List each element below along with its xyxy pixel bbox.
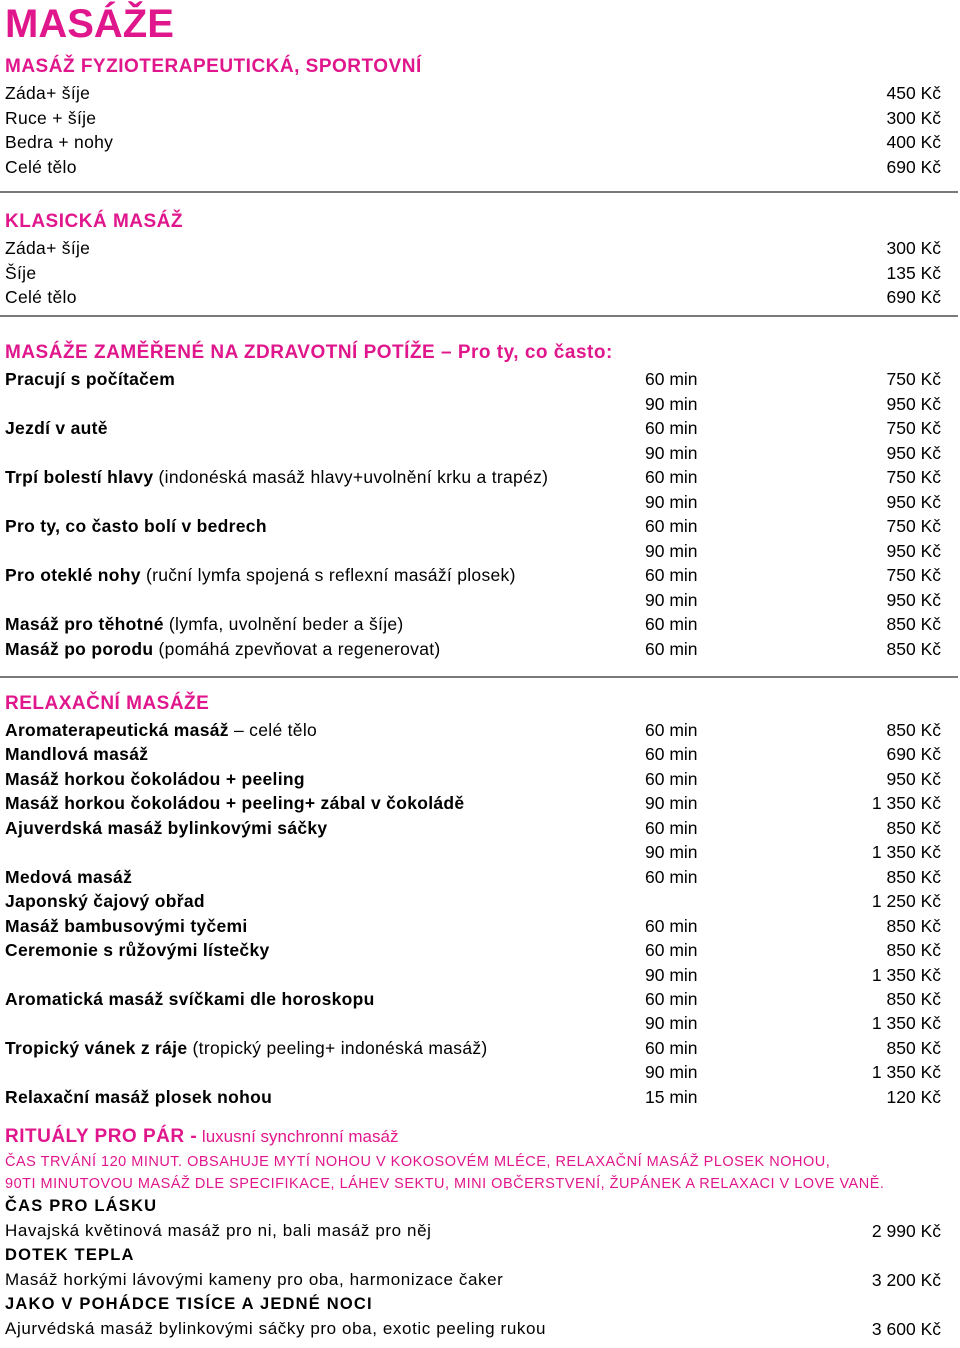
item-name-label: Tropický vánek z ráje bbox=[5, 1037, 188, 1058]
list-item bbox=[0, 238, 960, 262]
item-name bbox=[5, 108, 96, 129]
item-note: (pomáhá zpevňovat a regenerovat) bbox=[153, 638, 441, 659]
item-name-label: Medová masáž bbox=[5, 866, 133, 887]
item-name-label: Relaxační masáž plosek nohou bbox=[5, 1086, 273, 1107]
list-item bbox=[0, 720, 960, 744]
item-price: 1 350 Kč bbox=[871, 1013, 941, 1034]
item-price: 400 Kč bbox=[886, 132, 941, 153]
item-name bbox=[5, 238, 90, 259]
item-duration: 90 min bbox=[645, 540, 698, 561]
list-item bbox=[0, 1062, 960, 1086]
item-note: (lymfa, uvolnění beder a šíje) bbox=[163, 614, 404, 634]
list-item bbox=[0, 263, 960, 287]
item-name-label: Masáž horkou čokoládou + peeling bbox=[5, 768, 305, 789]
rituals-note-line-1: ČAS TRVÁNÍ 120 MINUT. OBSAHUJE MYTÍ NOHOU V KOKOSOVÉM MLÉCE, RELAXAČNÍ MASÁŽ PLOSEK NOHOU, bbox=[5, 1154, 831, 1170]
list-item bbox=[0, 989, 960, 1013]
item-name bbox=[5, 369, 175, 390]
item-name bbox=[5, 818, 327, 839]
item-price: 950 Kč bbox=[886, 491, 941, 512]
list-item bbox=[0, 418, 960, 442]
item-duration: 60 min bbox=[645, 1037, 698, 1058]
item-name-label: Pracují s počítačem bbox=[5, 369, 176, 389]
list-item bbox=[0, 492, 960, 516]
section-divider bbox=[0, 315, 958, 317]
item-price: 950 Kč bbox=[886, 393, 941, 414]
item-price: 950 Kč bbox=[886, 540, 941, 561]
item-price: 850 Kč bbox=[886, 988, 941, 1009]
item-name-label: Masáž horkou čokoládou + peeling+ zábal v čokoládě bbox=[5, 793, 465, 814]
item-name bbox=[5, 916, 248, 937]
list-item bbox=[0, 769, 960, 793]
item-price: 750 Kč bbox=[886, 418, 941, 438]
item-price: 1 350 Kč bbox=[871, 842, 941, 863]
item-price: 300 Kč bbox=[886, 107, 941, 128]
page-title: MASÁŽE bbox=[5, 2, 174, 46]
package-description: Havajská květinová masáž pro ni, bali masáž pro něj bbox=[5, 1221, 432, 1240]
item-price: 135 Kč bbox=[886, 262, 941, 283]
item-name bbox=[5, 287, 77, 308]
list-item bbox=[0, 639, 960, 663]
item-duration: 90 min bbox=[645, 442, 698, 463]
item-name-label: Masáž po porodu bbox=[5, 638, 154, 659]
item-price: 3 200 Kč bbox=[871, 1270, 941, 1290]
item-name-label: Aromatická masáž svíčkami dle horoskopu bbox=[5, 988, 375, 1009]
item-price: 1 350 Kč bbox=[871, 1062, 941, 1083]
item-price: 1 250 Kč bbox=[871, 891, 941, 912]
item-price: 450 Kč bbox=[886, 83, 941, 103]
item-name bbox=[5, 565, 516, 586]
item-duration: 90 min bbox=[645, 793, 698, 814]
list-item bbox=[0, 916, 960, 940]
item-name bbox=[5, 418, 108, 439]
item-duration: 90 min bbox=[645, 1062, 698, 1083]
item-name-label: Záda+ šíje bbox=[5, 238, 91, 258]
item-name bbox=[5, 793, 464, 814]
item-name-label: Japonský čajový obřad bbox=[5, 891, 205, 912]
list-item bbox=[0, 867, 960, 891]
item-duration: 60 min bbox=[645, 614, 698, 634]
item-name bbox=[5, 1087, 272, 1108]
item-name bbox=[5, 867, 132, 888]
item-name-label: Celé tělo bbox=[5, 287, 77, 308]
item-price: 950 Kč bbox=[886, 442, 941, 463]
list-item bbox=[0, 157, 960, 181]
item-price: 950 Kč bbox=[886, 768, 941, 789]
item-duration: 60 min bbox=[645, 418, 698, 438]
item-duration: 60 min bbox=[645, 768, 698, 789]
package-title: DOTEK TEPLA bbox=[5, 1246, 135, 1264]
package-description: Masáž horkými lávovými kameny pro oba, harmonizace čaker bbox=[5, 1270, 504, 1289]
list-item bbox=[0, 132, 960, 156]
list-item bbox=[0, 565, 960, 589]
list-item bbox=[0, 940, 960, 964]
item-name-label: Ajuverdská masáž bylinkovými sáčky bbox=[5, 817, 328, 838]
item-duration: 90 min bbox=[645, 589, 698, 610]
item-duration: 90 min bbox=[645, 964, 698, 985]
item-price: 850 Kč bbox=[886, 720, 941, 740]
item-duration: 90 min bbox=[645, 491, 698, 512]
list-item bbox=[0, 108, 960, 132]
item-duration: 60 min bbox=[645, 467, 698, 487]
item-note: (indonéská masáž hlavy+uvolnění krku a trapéz) bbox=[153, 467, 549, 487]
list-item bbox=[0, 1270, 960, 1294]
item-duration: 60 min bbox=[645, 817, 698, 838]
item-name-label: Ceremonie s růžovými lístečky bbox=[5, 940, 270, 961]
item-name-label: Pro oteklé nohy bbox=[5, 565, 141, 585]
section-divider bbox=[0, 676, 958, 678]
item-name bbox=[5, 769, 305, 790]
item-price: 850 Kč bbox=[886, 1037, 941, 1058]
item-name bbox=[5, 157, 77, 178]
list-item bbox=[0, 614, 960, 638]
list-item bbox=[0, 891, 960, 915]
item-name-label: Bedra + nohy bbox=[5, 132, 114, 153]
item-name-label: Mandlová masáž bbox=[5, 744, 149, 765]
item-name-label: Masáž pro těhotné bbox=[5, 614, 164, 634]
item-name bbox=[5, 263, 36, 284]
item-note: (tropický peeling+ indonéská masáž) bbox=[187, 1037, 488, 1058]
item-duration: 90 min bbox=[645, 842, 698, 863]
item-price: 690 Kč bbox=[886, 287, 941, 308]
item-name bbox=[5, 132, 113, 153]
item-duration: 60 min bbox=[645, 516, 698, 536]
section-heading-klasicka: KLASICKÁ MASÁŽ bbox=[5, 211, 183, 232]
item-duration: 60 min bbox=[645, 988, 698, 1009]
item-price: 750 Kč bbox=[886, 369, 941, 389]
item-name bbox=[5, 516, 267, 537]
item-name-label: Trpí bolestí hlavy bbox=[5, 467, 154, 487]
item-price: 850 Kč bbox=[886, 866, 941, 887]
item-price: 850 Kč bbox=[886, 817, 941, 838]
item-price: 1 350 Kč bbox=[871, 793, 941, 814]
list-item bbox=[0, 516, 960, 540]
item-price: 750 Kč bbox=[886, 467, 941, 487]
list-item bbox=[0, 818, 960, 842]
section-heading-relax: RELAXAČNÍ MASÁŽE bbox=[5, 693, 210, 714]
item-name-label: Ruce + šíje bbox=[5, 107, 97, 128]
item-name-label: Pro ty, co často bolí v bedrech bbox=[5, 516, 267, 536]
list-item bbox=[0, 541, 960, 565]
package-title: ČAS PRO LÁSKU bbox=[5, 1197, 158, 1215]
section-heading-rituals: RITUÁLY PRO PÁR - luxusní synchronní masáž bbox=[5, 1126, 399, 1147]
item-price: 120 Kč bbox=[886, 1086, 941, 1107]
list-item bbox=[0, 287, 960, 311]
package-title: JAKO V POHÁDCE TISÍCE A JEDNÉ NOCI bbox=[5, 1295, 373, 1313]
item-name-label: Záda+ šíje bbox=[5, 83, 91, 103]
item-name bbox=[5, 83, 90, 104]
item-name bbox=[5, 720, 317, 741]
list-item bbox=[0, 1038, 960, 1062]
item-price: 850 Kč bbox=[886, 915, 941, 936]
item-name bbox=[5, 744, 148, 765]
section-heading-fyzio: MASÁŽ FYZIOTERAPEUTICKÁ, SPORTOVNÍ bbox=[5, 56, 422, 77]
item-name-label: Celé tělo bbox=[5, 157, 77, 178]
item-name bbox=[5, 1038, 488, 1059]
item-name-label: Jezdí v autě bbox=[5, 418, 108, 438]
item-price: 690 Kč bbox=[886, 744, 941, 765]
item-price: 850 Kč bbox=[886, 638, 941, 659]
item-price: 2 990 Kč bbox=[871, 1221, 941, 1241]
list-item bbox=[0, 1319, 960, 1343]
item-name bbox=[5, 467, 548, 488]
item-duration: 60 min bbox=[645, 720, 698, 740]
list-item bbox=[0, 842, 960, 866]
item-price: 750 Kč bbox=[886, 565, 941, 585]
item-note: (ruční lymfa spojená s reflexní masáží plosek) bbox=[140, 565, 516, 585]
list-item bbox=[0, 744, 960, 768]
list-item bbox=[0, 590, 960, 614]
item-price: 850 Kč bbox=[886, 614, 941, 634]
item-name bbox=[5, 940, 270, 961]
list-item bbox=[0, 965, 960, 989]
item-duration: 90 min bbox=[645, 1013, 698, 1034]
item-name bbox=[5, 891, 205, 912]
item-duration: 60 min bbox=[645, 915, 698, 936]
item-name bbox=[5, 639, 441, 660]
section-heading-zdravotni: MASÁŽE ZAMĚŘENÉ NA ZDRAVOTNÍ POTÍŽE – Pro ty, co často: bbox=[5, 342, 613, 363]
item-price: 690 Kč bbox=[886, 157, 941, 178]
list-item bbox=[0, 83, 960, 107]
list-item bbox=[0, 394, 960, 418]
item-duration: 15 min bbox=[645, 1086, 698, 1107]
item-name-label: Aromaterapeutická masáž bbox=[5, 720, 229, 740]
item-duration: 60 min bbox=[645, 565, 698, 585]
item-price: 3 600 Kč bbox=[871, 1319, 941, 1339]
item-duration: 60 min bbox=[645, 744, 698, 765]
item-duration: 90 min bbox=[645, 393, 698, 414]
item-price: 300 Kč bbox=[886, 238, 941, 258]
list-item bbox=[0, 1013, 960, 1037]
item-price: 1 350 Kč bbox=[871, 964, 941, 985]
item-duration: 60 min bbox=[645, 866, 698, 887]
list-item bbox=[0, 443, 960, 467]
item-price: 850 Kč bbox=[886, 940, 941, 961]
item-price: 750 Kč bbox=[886, 516, 941, 536]
list-item bbox=[0, 1221, 960, 1245]
item-duration: 60 min bbox=[645, 940, 698, 961]
item-note: – celé tělo bbox=[228, 720, 318, 740]
list-item bbox=[0, 1087, 960, 1111]
section-divider bbox=[0, 191, 958, 193]
item-duration: 60 min bbox=[645, 369, 698, 389]
rituals-note-line-2: 90TI MINUTOVOU MASÁŽ DLE SPECIFIKACE, LÁHEV SEKTU, MINI OBČERSTVENÍ, ŽUPÁNEK A RELAXACI V LOVE VANĚ. bbox=[5, 1176, 885, 1192]
item-duration: 60 min bbox=[645, 638, 698, 659]
list-item bbox=[0, 369, 960, 393]
list-item bbox=[0, 467, 960, 491]
item-price: 950 Kč bbox=[886, 589, 941, 610]
item-name-label: Šíje bbox=[5, 262, 37, 283]
item-name bbox=[5, 614, 404, 635]
package-description: Ajurvédská masáž bylinkovými sáčky pro oba, exotic peeling rukou bbox=[5, 1319, 547, 1338]
item-name bbox=[5, 989, 375, 1010]
item-name-label: Masáž bambusovými tyčemi bbox=[5, 915, 248, 936]
list-item bbox=[0, 793, 960, 817]
